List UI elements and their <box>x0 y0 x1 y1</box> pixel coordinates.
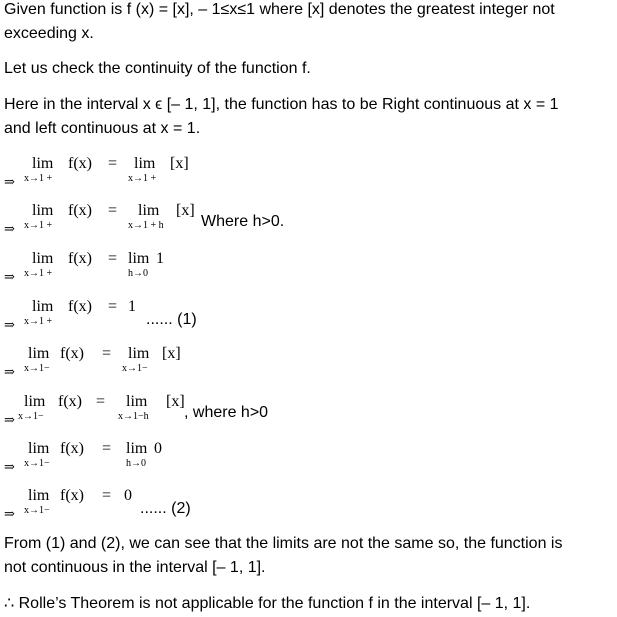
implies-arrow-icon: ⇒ <box>4 459 15 474</box>
limit-step-5 <box>4 342 604 382</box>
lim-left: lim <box>28 440 50 457</box>
implies-arrow-icon: ⇒ <box>4 364 15 379</box>
lim-left-subscript: x→1− <box>24 458 50 469</box>
lim-right: lim <box>128 345 150 362</box>
final-statement: ∴ Rolle’s Theorem is not applicable for the function f in the interval [– 1, 1]. <box>4 595 531 612</box>
function-fx: f(x) <box>68 250 92 267</box>
continuity-check-text: Let us check the continuity of the function f. <box>4 60 311 77</box>
lim-right-subscript: x→1− <box>122 363 148 374</box>
function-fx: f(x) <box>68 202 92 219</box>
limit-step-6 <box>4 390 604 430</box>
rhs-expression: 0 <box>154 440 162 457</box>
equals-sign: = <box>108 298 118 315</box>
lim-left: lim <box>32 298 54 315</box>
implies-arrow-icon: ⇒ <box>4 221 15 236</box>
equals-sign: = <box>102 440 112 457</box>
limit-step-8 <box>4 484 604 524</box>
lim-right-subscript: h→0 <box>126 458 146 469</box>
limit-step-4 <box>4 295 604 335</box>
interval-line-2: and left continuous at x = 1. <box>4 120 201 137</box>
interval-line-1: Here in the interval x ϵ [– 1, 1], the function has to be Right continuous at x = 1 <box>4 96 559 113</box>
implies-arrow-icon: ⇒ <box>4 412 15 427</box>
function-fx: f(x) <box>68 298 92 315</box>
implies-arrow-icon: ⇒ <box>4 317 15 332</box>
function-fx: f(x) <box>60 345 84 362</box>
lim-left: lim <box>28 487 50 504</box>
rhs-expression: [x] <box>162 345 181 362</box>
lim-right-subscript: h→0 <box>128 268 148 279</box>
intro-line-2: exceeding x. <box>4 25 94 42</box>
equals-sign: = <box>108 202 118 219</box>
function-fx: f(x) <box>68 155 92 172</box>
lim-left-subscript: x→1− <box>24 505 50 516</box>
rhs-expression: 0 <box>124 487 132 504</box>
lim-left: lim <box>32 202 54 219</box>
lim-left: lim <box>32 250 54 267</box>
function-fx: f(x) <box>58 393 82 410</box>
lim-right-subscript: x→1 + <box>128 173 157 184</box>
rhs-expression: [x] <box>176 202 195 219</box>
equation-number: ...... (2) <box>140 500 191 517</box>
equation-number: ...... (1) <box>146 311 197 328</box>
intro-line-1: Given function is f (x) = [x], – 1≤x≤1 where [x] denotes the greatest integer not <box>4 1 555 18</box>
implies-arrow-icon: ⇒ <box>4 269 15 284</box>
rhs-expression: 1 <box>156 250 164 267</box>
lim-right: lim <box>134 155 156 172</box>
lim-right: lim <box>126 440 148 457</box>
rhs-expression: [x] <box>170 155 189 172</box>
rhs-expression: 1 <box>128 298 136 315</box>
equals-sign: = <box>102 487 112 504</box>
limit-step-3 <box>4 247 604 287</box>
function-fx: f(x) <box>60 440 84 457</box>
limit-step-1 <box>4 152 604 192</box>
lim-left-subscript: x→1− <box>24 363 50 374</box>
rhs-expression: [x] <box>166 393 185 410</box>
function-fx: f(x) <box>60 487 84 504</box>
step-note: Where h>0. <box>201 213 285 230</box>
equals-sign: = <box>108 250 118 267</box>
equals-sign: = <box>108 155 118 172</box>
lim-left-subscript: x→1− <box>18 411 44 422</box>
lim-right: lim <box>126 393 148 410</box>
lim-left: lim <box>32 155 54 172</box>
limit-step-7 <box>4 437 604 477</box>
equals-sign: = <box>102 345 112 362</box>
lim-left-subscript: x→1 + <box>24 316 53 327</box>
lim-left-subscript: x→1 + <box>24 173 53 184</box>
lim-right: lim <box>128 250 150 267</box>
lim-left: lim <box>28 345 50 362</box>
equals-sign: = <box>96 393 106 410</box>
conclusion-line-1: From (1) and (2), we can see that the limits are not the same so, the function is <box>4 535 563 552</box>
conclusion-line-2: not continuous in the interval [– 1, 1]. <box>4 559 266 576</box>
implies-arrow-icon: ⇒ <box>4 506 15 521</box>
lim-left-subscript: x→1 + <box>24 268 53 279</box>
step-note: , where h>0 <box>184 404 269 421</box>
lim-left-subscript: x→1 + <box>24 220 53 231</box>
limit-step-2 <box>4 199 604 239</box>
implies-arrow-icon: ⇒ <box>4 174 15 189</box>
lim-right-subscript: x→1−h <box>118 411 149 422</box>
lim-left: lim <box>24 393 46 410</box>
lim-right-subscript: x→1 + h <box>128 220 164 231</box>
lim-right: lim <box>138 202 160 219</box>
